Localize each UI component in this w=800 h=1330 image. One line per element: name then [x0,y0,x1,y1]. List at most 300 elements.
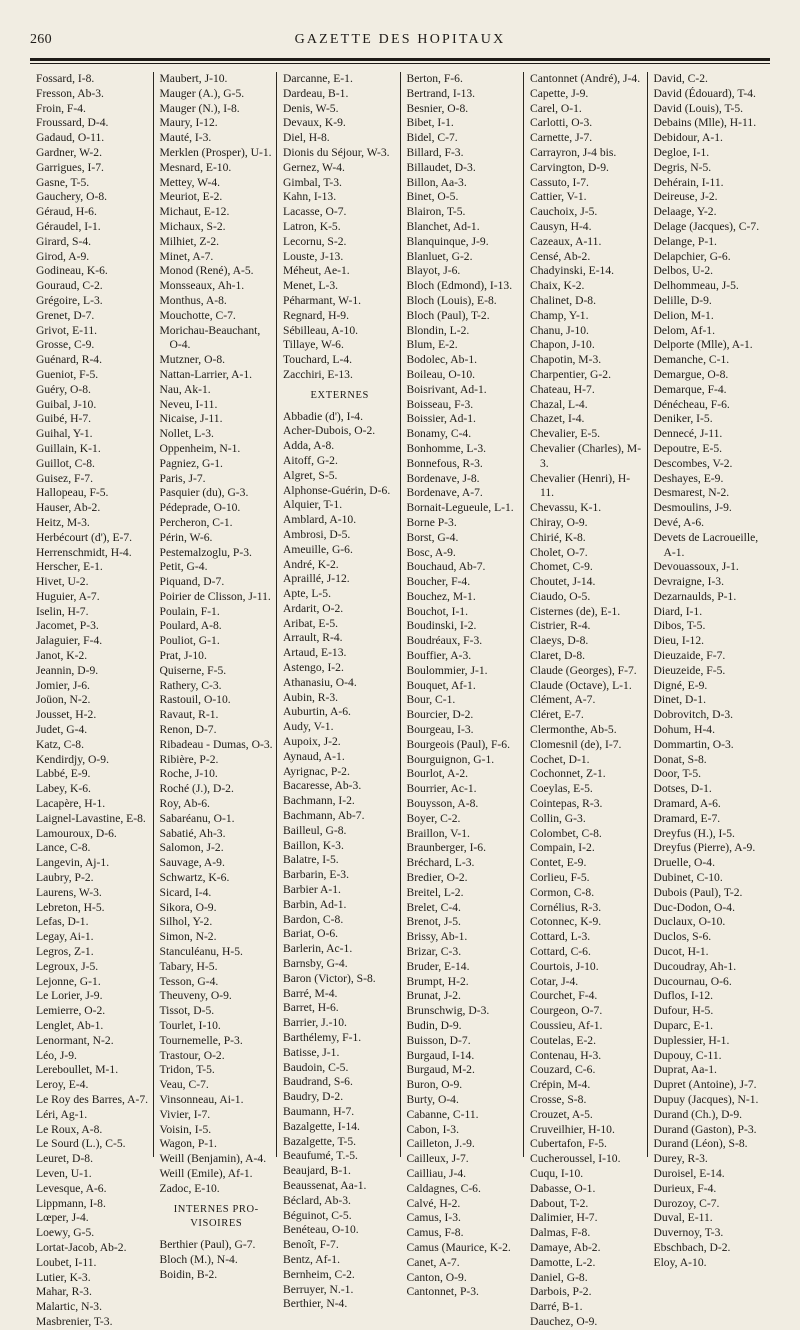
index-entry: Monthus, A-8. [159,293,227,307]
index-entry: Leven, U-1. [36,1166,92,1180]
index-entry: Iselin, H-7. [36,604,89,618]
index-entry: Deireuse, J-2. [653,190,718,204]
index-entry: Apte, L-5. [283,587,331,601]
index-entry: Lejonne, G-1. [36,974,101,988]
index-entry: Aynaud, A-1. [283,749,345,763]
index-entry: Géraudel, I-1. [36,219,101,233]
index-entry: Carvington, D-9. [530,160,609,174]
index-entry: Dalimier, H-7. [530,1211,598,1225]
index-entry: Grosse, C-9. [36,338,95,352]
index-entry: Compain, I-2. [530,841,595,855]
index-entry: Lortat-Jacob, Ab-2. [36,1240,127,1254]
index-entry: Bouchot, I-1. [406,604,469,618]
index-entry: Lenormant, N-2. [36,1033,114,1047]
index-entry: Kahn, I-13. [283,190,337,204]
index-entry: Grenet, D-7. [36,308,95,322]
index-entry: Tourlet, I-10. [159,1019,221,1032]
index-entry: Dramard, E-7. [653,811,721,825]
index-entry: Chevassu, K-1. [530,501,602,515]
index-entry: Laubry, P-2. [36,871,94,885]
index-entry: Couzard, C-6. [530,1063,596,1077]
index-entry: Jomier, J-6. [36,678,90,692]
index-entry: Abbadie (d'), I-4. [283,409,363,423]
index-entry: Berthier, N-4. [283,1297,348,1311]
index-entry: Veau, C-7. [159,1078,209,1092]
index-entry: Aitoff, G-2. [283,453,338,467]
index-entry: Dieu, I-12. [653,634,705,648]
index-entry: Durey, R-3. [653,1152,708,1166]
index-entry: Dommartin, O-3. [653,737,734,751]
index-entry: Auburtin, A-6. [283,705,351,719]
index-entry: Chevalier, E-5. [530,427,601,441]
index-entry: Kendirdjy, O-9. [36,752,109,766]
index-entry: Gauchery, O-8. [36,190,108,204]
header-rule-thin [30,63,770,64]
index-entry: Delhommeau, J-5. [653,279,739,293]
index-entry: Collin, G-3. [530,811,586,825]
index-entry: Beaujard, B-1. [283,1164,351,1178]
index-entry: Ducot, H-1. [653,945,709,959]
index-entry: Ameuille, G-6. [283,542,353,556]
index-entry: Duflos, I-12. [653,989,714,1003]
index-entry: Rastouil, O-10. [159,693,231,707]
index-entry: Apraillé, J-12. [283,572,350,586]
index-entry: Cailliau, J-4. [406,1166,467,1180]
index-entry: Guéry, O-8. [36,382,91,396]
index-entry: Barthélemy, F-1. [283,1031,362,1044]
index-entry: Barlerin, Ac-1. [283,942,353,956]
index-entry: Duroisel, E-14. [653,1166,725,1180]
index-entry: Binet, O-5. [406,190,459,204]
index-entry: Ducoudray, Ah-1. [653,959,737,973]
index-entry: Cormon, C-8. [530,885,595,899]
index-entry: Amblard, A-10. [283,513,357,527]
index-entry: Braillon, V-1. [406,826,470,840]
index-entry: Devé, A-6. [653,515,705,529]
index-entry: Chaix, K-2. [530,279,585,293]
index-entry: Blanluet, G-2. [406,249,473,263]
index-entry: Le Roy des Barres, A-7. [36,1092,149,1106]
index-entry: Legay, Ai-1. [36,930,94,944]
index-entry: Buisson, D-7. [406,1033,471,1047]
index-entry: Chadyinski, E-14. [530,264,615,278]
index-entry: Huguier, A-7. [36,589,100,603]
index-entry: Alphonse-Guérin, D-6. [283,483,391,497]
index-entry: Janot, K-2. [36,649,88,663]
index-entry: Camus, F-8. [406,1226,464,1240]
index-entry: Cabon, I-3. [406,1122,459,1136]
section-heading: EXTERNES [310,389,369,401]
index-entry: Lenglet, Ab-1. [36,1019,104,1032]
index-entry: Benoît, F-7. [283,1238,339,1252]
index-entry: Bonamy, C-4. [406,427,472,441]
index-entry: Labey, K-6. [36,782,91,796]
index-entry: Bazalgette, T-5. [283,1134,357,1148]
index-entry: Camus (Maurice, K-2. [406,1240,511,1254]
index-entry: Sébilleau, A-10. [283,323,359,337]
index-entry: Lereboullet, M-1. [36,1063,119,1077]
index-entry: Monod (René), A-5. [159,264,254,278]
index-entry: Bordenave, J-8. [406,471,480,485]
index-entry: Sicard, I-4. [159,885,212,899]
index-entry: Pédeprade, O-10. [159,501,241,515]
index-entry: André, K-2. [283,557,339,571]
index-entry: Depoutre, E-5. [653,441,723,455]
index-entry: Ardarit, O-2. [283,601,344,615]
index-entry: Boyer, C-2. [406,811,461,825]
index-entry: Brelet, C-4. [406,900,461,914]
index-entry: David, C-2. [653,72,708,85]
index-entry: Audy, V-1. [283,720,334,734]
index-entry: Le Roux, A-8. [36,1122,103,1136]
index-entry: Stanculéanu, H-5. [159,945,243,959]
index-entry: Digné, E-9. [653,678,708,692]
index-entry: Bazalgette, I-14. [283,1119,360,1133]
index-entry: Brunat, J-2. [406,989,461,1003]
index-entry: Bardon, C-8. [283,912,344,926]
index-entry: Caldagnes, C-6. [406,1181,481,1195]
index-entry: Aupoix, J-2. [283,735,341,749]
index-entry: Devets de Lacroueille, A-1. [653,530,759,559]
index-entry: Chalinet, D-8. [530,293,597,307]
index-entry: Bordenave, A-7. [406,486,483,500]
index-entry: Bertrand, I-13. [406,86,476,100]
index-entry: Péharmant, W-1. [283,293,362,307]
index-entry: Roché (J.), D-2. [159,782,234,796]
index-entry: Jeannin, D-9. [36,663,99,677]
index-entry: Fresson, Ab-3. [36,86,104,100]
index-entry: Ribadeau - Dumas, O-3. [159,737,273,751]
index-entry: Diard, I-1. [653,604,703,618]
index-entry: Bloch (Edmond), I-13. [406,279,513,293]
index-entry: Billaudet, D-3. [406,160,476,174]
index-entry: Canet, A-7. [406,1255,460,1269]
index-entry: Lutier, K-3. [36,1270,91,1284]
index-entry: Dezarnaulds, P-1. [653,589,737,603]
index-entry: Cubertafon, F-5. [530,1137,607,1151]
index-entry: Causyn, H-4. [530,219,592,233]
index-entry: Deshayes, E-9. [653,471,724,485]
index-entry: Katz, C-8. [36,737,84,751]
index-entry: Chateau, H-7. [530,382,595,396]
index-entry: Cotonnec, K-9. [530,915,602,929]
index-entry: Claude (Octave), L-1. [530,678,632,692]
index-entry: Latron, K-5. [283,219,341,233]
index-entry: Bloch (Paul), T-2. [406,308,490,322]
index-entry: Lance, C-8. [36,841,91,855]
index-entry: Gadaud, O-11. [36,131,105,145]
header-rule-thick [30,58,770,61]
index-entry: Billard, F-3. [406,145,464,159]
index-column-4 [400,72,524,1299]
index-entry: Chevalier (Henri), H-11. [530,471,631,500]
index-entry: Boissier, Ad-1. [406,412,476,426]
index-entry: Carel, O-1. [530,101,582,115]
index-entry: Froin, F-4. [36,101,86,115]
index-entry: Dehérain, I-11. [653,175,724,189]
index-entry: Duval, E-11. [653,1211,713,1225]
index-entry: Bentz, Af-1. [283,1252,340,1266]
index-entry: Brizar, C-3. [406,945,462,959]
index-entry: Legroux, J-5. [36,959,99,973]
index-entry: Poulard, A-8. [159,619,222,633]
index-entry: Censé, Ab-2. [530,249,591,263]
index-entry: Dauchez, O-9. [530,1314,598,1328]
index-entry: Lacapère, H-1. [36,797,106,811]
index-entry: Guibé, H-7. [36,412,92,426]
index-entry: Aribat, E-5. [283,616,339,630]
index-entry: Bonnefous, R-3. [406,456,483,470]
index-entry: Lecornu, S-2. [283,234,347,248]
index-entry: Ribière, P-2. [159,752,219,766]
index-entry: Bourgeau, I-3. [406,723,474,737]
index-entry: Claude (Georges), F-7. [530,663,637,677]
index-entry: Bredier, O-2. [406,871,468,885]
index-entry: Boidin, B-2. [159,1267,218,1281]
index-entry: Delion, M-1. [653,308,714,322]
index-column-1 [30,72,153,1328]
index-entry: Trastour, O-2. [159,1048,225,1062]
index-entry: Dramard, A-6. [653,797,721,811]
index-entry: Bouffier, A-3. [406,649,472,663]
index-entry: Sikora, O-9. [159,900,217,914]
index-entry: Hallopeau, F-5. [36,486,109,500]
index-entry: Jacomet, P-3. [36,619,99,633]
index-entry: Chazet, I-4. [530,412,585,426]
index-entry: Merklen (Prosper), U-1. [159,145,272,159]
index-entry: Dinet, D-1. [653,693,706,707]
index-entry: Boisrivant, Ad-1. [406,382,487,396]
index-entry: Coutelas, E-2. [530,1033,597,1047]
index-entry: Cottard, C-6. [530,945,591,959]
index-entry: Malartic, N-3. [36,1300,102,1314]
index-entry: Fossard, I-8. [36,72,95,85]
index-entry: Bruder, E-14. [406,959,470,973]
page-header [30,30,770,52]
index-entry: Bariat, O-6. [283,927,339,941]
index-entry: Brumpt, H-2. [406,974,469,988]
index-entry: Delille, D-9. [653,293,712,307]
index-entry: Bacaresse, Ab-3. [283,779,362,793]
index-entry: Oppenheim, N-1. [159,441,241,455]
index-entry: Bachmann, I-2. [283,794,355,808]
index-entry: Bourcier, D-2. [406,708,474,722]
index-entry: Boisseau, F-3. [406,397,474,411]
index-entry: Balatre, I-5. [283,853,339,867]
index-entry: Leuret, D-8. [36,1152,93,1166]
index-entry: Blairon, T-5. [406,205,466,219]
index-entry: Barré, M-4. [283,986,338,1000]
index-entry: Crépin, M-4. [530,1078,591,1092]
index-entry: Lamouroux, D-6. [36,826,117,840]
index-entry: Salomon, J-2. [159,841,224,855]
index-entry: Percheron, C-1. [159,515,233,529]
index-entry: Bourgeois (Paul), F-6. [406,737,510,751]
index-entry: Roy, Ab-6. [159,797,210,811]
index-entry: Delange, P-1. [653,234,717,248]
index-entry: Tournemelle, P-3. [159,1033,243,1047]
index-entry: Choutet, J-14. [530,575,596,589]
index-entry: Béguinot, C-5. [283,1208,352,1222]
index-entry: Gardner, W-2. [36,145,102,159]
index-entry: Léri, Ag-1. [36,1107,88,1121]
index-entry: Mauger (N.), I-8. [159,101,240,115]
index-entry: Baudrand, S-6. [283,1075,353,1089]
index-entry: Barrier, J.-10. [283,1016,347,1030]
index-entry: Deniker, I-5. [653,412,713,426]
index-entry: Brunschwig, D-3. [406,1004,490,1018]
index-entry: Paris, J-7. [159,471,206,485]
index-entry: Camus, I-3. [406,1211,461,1225]
index-entry: Weill (Emile), Af-1. [159,1166,253,1180]
index-entry: Boileau, O-10. [406,367,476,381]
index-entry: Loewy, G-5. [36,1226,95,1240]
index-entry: Grivot, E-11. [36,323,98,337]
index-entry: Berton, F-6. [406,72,463,85]
index-entry: Berruyer, N.-1. [283,1282,354,1296]
index-entry: Ravaut, R-1. [159,708,219,722]
index-entry: Diel, H-8. [283,131,330,145]
index-entry: Contenau, H-3. [530,1048,602,1062]
index-entry: Laignel-Lavastine, E-8. [36,811,146,825]
index-entry: Vinsonneau, Ai-1. [159,1092,244,1106]
index-entry: Bloch (Louis), E-8. [406,293,497,307]
index-entry: Dreyfus (Pierre), A-9. [653,841,756,855]
page-number: 260 [30,32,52,47]
index-entry: Beaussenat, Aa-1. [283,1178,367,1192]
index-entry: Cassuto, I-7. [530,175,589,189]
index-entry: Astengo, I-2. [283,661,344,675]
index-column-6 [647,72,771,1269]
index-entry: Cotar, J-4. [530,974,579,988]
index-entry: Bernheim, C-2. [283,1267,355,1281]
index-entry: Carrayron, J-4 bis. [530,145,617,159]
index-entry: Burgaud, M-2. [406,1063,475,1077]
index-entry: Boudinski, I-2. [406,619,477,633]
index-entry: Périn, W-6. [159,530,213,544]
index-entry: Bachmann, Ab-7. [283,809,365,823]
index-entry: Burgaud, I-14. [406,1048,475,1062]
index-entry: Delom, Af-1. [653,323,716,337]
index-entry: Clomesnil (de), I-7. [530,737,622,751]
index-entry: Boudréaux, F-3. [406,634,483,648]
running-title: GAZETTE DES HOPITAUX [294,32,506,47]
index-entry: Eloy, A-10. [653,1255,707,1269]
index-entry: Dubois (Paul), T-2. [653,885,743,899]
index-entry: Dupuy (Jacques), N-1. [653,1092,759,1106]
index-entry: Zadoc, E-10. [159,1181,220,1195]
index-entry: Damotte, L-2. [530,1255,596,1269]
index-entry: Piquand, D-7. [159,575,225,589]
index-entry: Chirié, K-8. [530,530,586,544]
index-entry: Gasne, T-5. [36,175,90,189]
index-entry: Barbarin, E-3. [283,868,349,882]
index-entry: Dibos, T-5. [653,619,706,633]
index-entry: Blondin, L-2. [406,323,470,337]
index-entry: Dobrovitch, D-3. [653,708,734,722]
index-entry: Herrenschmidt, H-4. [36,545,132,559]
index-entry: Michaut, E-12. [159,205,230,219]
index-entry: Guénard, R-4. [36,353,103,367]
index-entry: Clermonthe, Ab-5. [530,723,617,737]
index-entry: Buron, O-9. [406,1078,463,1092]
index-entry: Bourlot, A-2. [406,767,469,781]
index-entry: Lœper, J-4. [36,1211,89,1225]
index-entry: Michaux, S-2. [159,219,226,233]
index-entry: Meuriot, E-2. [159,190,223,204]
index-entry: Dionis du Séjour, W-3. [283,145,390,159]
index-entry: Bailleul, G-8. [283,823,347,837]
index-entry: Cottard, L-3. [530,930,591,944]
index-entry: Door, T-5. [653,767,702,781]
index-entry: Charpentier, G-2. [530,367,611,381]
index-entry: Cisternes (de), E-1. [530,604,621,618]
index-entry: Claret, D-8. [530,649,586,663]
index-entry: Gueniot, F-5. [36,367,99,381]
index-entry: Calvé, H-2. [406,1196,461,1210]
index-entry: Duclos, S-6. [653,930,712,944]
index-entry: Mahar, R-3. [36,1285,92,1299]
index-entry: Bloch (M.), N-4. [159,1252,238,1266]
index-entry: Tabary, H-5. [159,959,218,973]
index-entry: Hauser, Ab-2. [36,501,101,515]
index-entry: Léo, J-9. [36,1048,77,1062]
index-entry: Béclard, Ab-3. [283,1193,351,1207]
index-entry: Cantonnet (André), J-4. [530,72,641,85]
index-entry: Bourguignon, G-1. [406,752,495,766]
index-entry: Bornait-Legueule, L-1. [406,501,514,515]
index-entry: Coussieu, Af-1. [530,1019,603,1032]
index-entry: Poulain, F-1. [159,604,220,618]
index-entry: Duvernoy, T-3. [653,1226,724,1240]
index-entry: David (Édouard), T-4. [653,86,756,100]
index-entry: Ciaudo, O-5. [530,589,591,603]
index-entry: Debidour, A-1. [653,131,723,145]
index-entry: Dupret (Antoine), J-7. [653,1078,757,1092]
index-entry: Barbier A-1. [283,883,341,897]
index-entry: Chevalier (Charles), M-3. [530,441,642,470]
index-entry: Durand (Gaston), P-3. [653,1122,757,1136]
index-entry: Cailleux, J-7. [406,1152,469,1166]
index-entry: Borst, G-4. [406,530,459,544]
index-entry: Weill (Benjamin), A-4. [159,1152,267,1166]
index-entry: Sabaréanu, O-1. [159,811,235,825]
index-entry: Nicaise, J-11. [159,412,223,426]
index-entry: Bidel, C-7. [406,131,458,145]
index-column-2 [153,72,277,1281]
index-entry: Canton, O-9. [406,1270,467,1284]
index-entry: Duparc, E-1. [653,1019,714,1032]
index-entry: Duplessier, H-1. [653,1033,730,1047]
index-entry: Alquier, T-1. [283,498,343,512]
index-entry: Lebreton, H-5. [36,900,105,914]
index-entry: Carnette, J-7. [530,131,593,145]
index-entry: Lacasse, O-7. [283,205,347,219]
index-entry: Brenot, J-5. [406,915,461,929]
index-entry: Cholet, O-7. [530,545,588,559]
index-entry: Vivier, I-7. [159,1107,211,1121]
index-entry: Braunberger, I-6. [406,841,486,855]
index-entry: Ebschbach, D-2. [653,1240,731,1254]
index-entry: Guillain, K-1. [36,441,101,455]
index-entry: Maury, I-12. [159,116,218,130]
index-entry: Damaye, Ab-2. [530,1240,601,1254]
index-entry: Gimbal, T-3. [283,175,342,189]
index-entry: Blanchet, Ad-1. [406,219,480,233]
index-entry: Darcanne, E-1. [283,72,353,85]
index-entry: Cochonnet, Z-1. [530,767,606,781]
index-entry: Sabatié, Ah-3. [159,826,226,840]
